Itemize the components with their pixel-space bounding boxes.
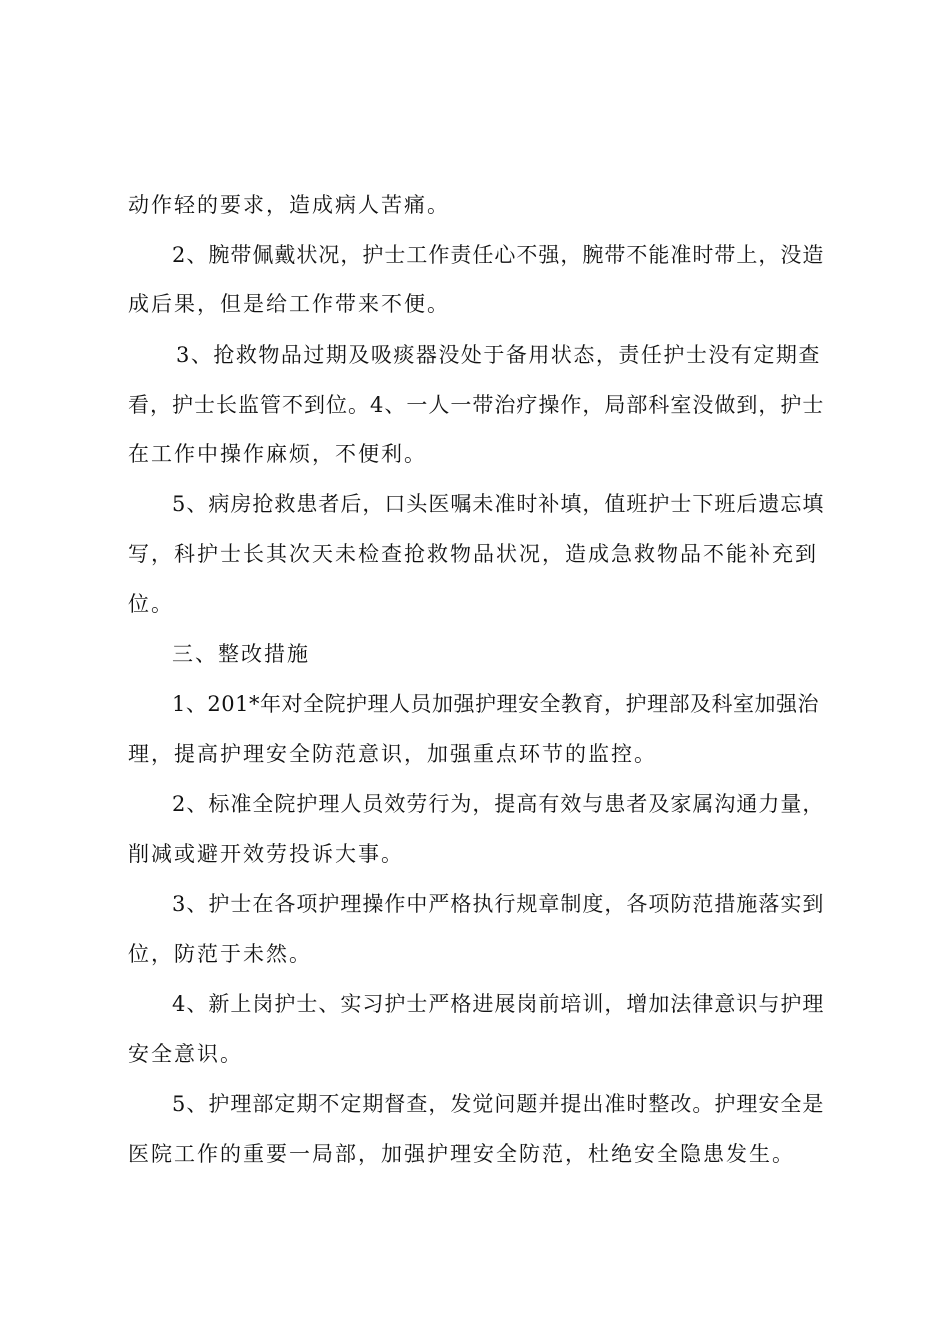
text-line: 3、抢救物品过期及吸痰器没处于备用状态，责任护士没有定期查: [176, 343, 821, 367]
text-line: 5、护理部定期不定期督查，发觉问题并提出准时整改。护理安全是: [172, 1092, 825, 1116]
section-heading: 三、整改措施: [172, 642, 310, 666]
text-line: 位。: [128, 592, 174, 616]
text-line: 2、腕带佩戴状况，护士工作责任心不强，腕带不能准时带上，没造: [172, 243, 825, 267]
text-line: 5、病房抢救患者后，口头医嘱未准时补填，值班护士下班后遗忘填: [172, 492, 825, 516]
text-line: 2、标准全院护理人员效劳行为，提高有效与患者及家属沟通力量，: [172, 792, 825, 816]
text-line: 削减或避开效劳投诉大事。: [128, 842, 404, 866]
text-line: 医院工作的重要一局部，加强护理安全防范，杜绝安全隐患发生。: [128, 1142, 795, 1166]
text-line: 4、新上岗护士、实习护士严格进展岗前培训，增加法律意识与护理: [172, 992, 825, 1016]
text-line: 看，护士长监管不到位。4、一人一带治疗操作，局部科室没做到，护士: [128, 393, 825, 417]
text-line: 安全意识。: [128, 1042, 243, 1066]
text-line: 位，防范于未然。: [128, 942, 312, 966]
text-line: 3、护士在各项护理操作中严格执行规章制度，各项防范措施落实到: [172, 892, 825, 916]
text-line: 成后果，但是给工作带来不便。: [128, 292, 450, 316]
text-line: 理，提高护理安全防范意识，加强重点环节的监控。: [128, 742, 657, 766]
text-line: 1、201*年对全院护理人员加强护理安全教育，护理部及科室加强治: [172, 692, 819, 716]
text-line: 动作轻的要求，造成病人苦痛。: [128, 193, 450, 217]
text-line: 在工作中操作麻烦，不便利。: [128, 442, 427, 466]
text-line: 写，科护士长其次天未检查抢救物品状况，造成急救物品不能补充到: [128, 542, 818, 566]
